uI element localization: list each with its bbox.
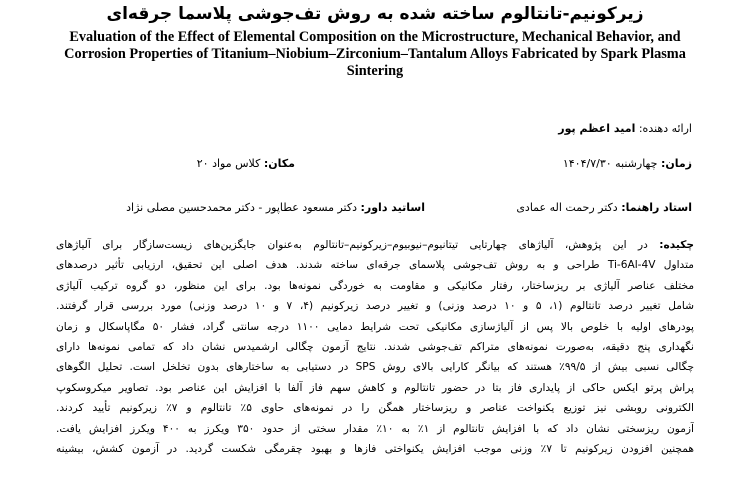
referees-label: اساتید داور: [360,201,425,214]
abstract-line: پودرهای اولیه با خلوص بالا پس از آلیاژسازی مکانیکی تحت شرایط دمایی ۱۱۰۰ درجه سانتی گراد، فشار ۵۰ مگاپاسکال و زمان [56,320,694,333]
abstract-line: همچنین افزودن زیرکونیم تا ۷٪ وزنی موجب افزایش یکنواختی فازها و بهبود چقرمگی شکست گردید. در آزمون کشش، بیشینه [56,442,694,455]
persian-title: زیرکونیم-تانتالوم ساخته شده به روش تف‌جوشی پلاسما جرقه‌ای [106,4,644,24]
abstract-line: الکترونی روبشی نیز توزیع یکنواخت عناصر و ریزساختار همگن را در نمونه‌های حاوی ۵٪ تانتالوم و ۷٪ زیرکونیم تأیید کردند. [56,402,694,415]
referees-line [126,200,425,216]
place-line [197,156,295,172]
abstract-body [56,235,694,459]
abstract-line: چگالی نسبی بیش از ۹۹/۵٪ هستند که بیانگر کارایی بالای روش SPS در دستیابی به ساختارهای بدون تخلخل است. تحلیل الگوهای [56,361,694,374]
place-value: کلاس مواد ۲۰ [196,157,261,170]
abstract-line [56,235,694,255]
referees-value: دکتر مسعود عطاپور - دکتر محمدحسین مصلی نژاد [126,201,357,214]
english-title-line-3: Sintering [346,63,404,79]
time-label: زمان: [660,157,692,170]
presenter-name: امید اعظم پور [558,122,636,135]
abstract-line: مختلف عناصر آلیاژی بر ریزساختار، رفتار مکانیکی و مقاومت به خوردگی نمونه‌ها بود. برای این منظور، دو گروه ترکیب آلیاژی [56,279,694,292]
abstract-line-text: در این پژوهش، آلیاژهای چهارتایی تیتانیوم–نیوبیوم–زیرکونیم–تانتالوم به‌عنوان جایگزین‌های زیست‌سازگار برای آلیاژهای [56,239,648,251]
abstract-line: آزمون ریزسختی نشان داد که با افزایش تانتالوم از ۱٪ به ۱۰٪ مقدار سختی از حدود ۳۵۰ ویکرز به ۴۰۰ ویکرز افزایش یافت. [56,422,694,435]
abstract-line: شامل تغییر درصد تانتالوم (۱، ۵ و ۱۰ درصد وزنی) و تغییر درصد زیرکونیم (۴، ۷ و ۱۰ درصد وزنی) مورد بررسی قرار گرفتند. [56,300,694,313]
presenter-line [558,121,692,137]
abstract-line: متداول Ti-6Al-4V طراحی و به روش تف‌جوشی پلاسمای جرقه‌ای ساخته شدند. هدف اصلی این تحقیق، ارزیابی تأثیر درصدهای [56,259,694,272]
english-title-line-2: Corrosion Properties of Titanium–Niobium–Zirconium–Tantalum Alloys Fabricated by Spark Plasma [64,46,686,62]
place-label: مکان: [263,157,295,170]
advisor-line [516,200,692,216]
advisor-value: دکتر رحمت اله عمادی [516,201,618,214]
english-title [40,29,710,80]
english-title-line-1: Evaluation of the Effect of Elemental Composition on the Microstructure, Mechanical Behavior, and [69,29,681,45]
abstract-heading: چکیده: [659,239,694,251]
presenter-label: ارائه دهنده: [638,122,692,135]
time-value: چهارشنبه ۱۴۰۴/۷/۳۰ [562,157,658,170]
time-line [563,156,692,172]
abstract-line: پراش پرتو ایکس حاکی از پایداری فاز بتا در حضور تانتالوم و کاهش سهم فاز آلفا با افزایش این عناصر بود. تصاویر میکروسکوپ [56,381,694,394]
advisor-label: استاد راهنما: [621,201,692,214]
abstract-line: نگهداری پنج دقیقه، به‌صورت نمونه‌های متراکم تف‌جوشی شدند. نتایج آزمون چگالی ارشمیدس نشان داد که تمامی نمونه‌ها دارای [56,340,694,353]
